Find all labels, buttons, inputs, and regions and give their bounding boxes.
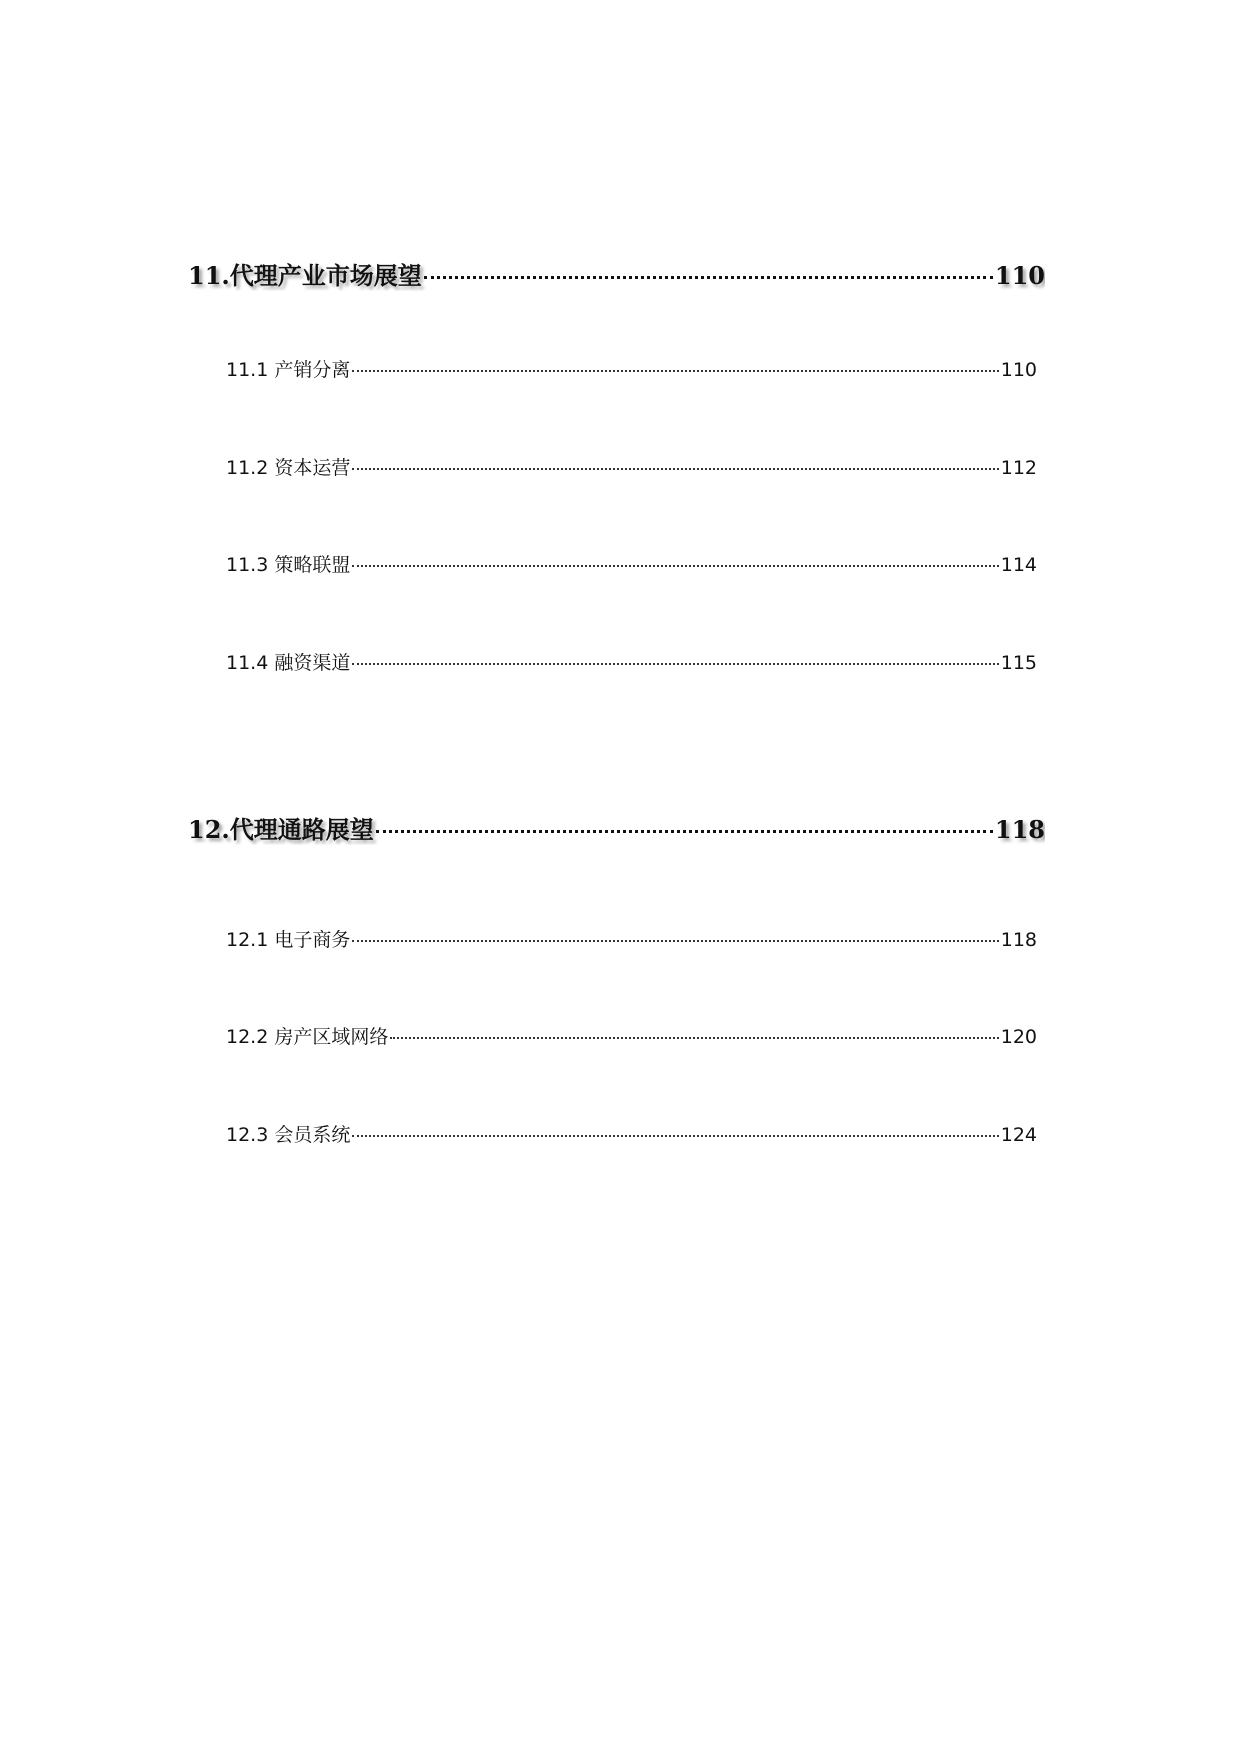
toc-section-11-3[interactable] [226, 550, 1037, 577]
dot-leader [352, 550, 998, 571]
toc-section-label: 12.1 电子商务 [226, 929, 351, 951]
toc-section-11-2[interactable] [226, 453, 1037, 480]
toc-section-12-1[interactable] [226, 925, 1037, 952]
toc-section-11-4[interactable] [226, 648, 1037, 675]
toc-section-label: 12.2 房产区域网络 [226, 1026, 389, 1048]
dot-leader [390, 1022, 998, 1043]
dot-leader [424, 258, 993, 284]
toc-page-number: 112 [1000, 457, 1037, 479]
toc-section-label: 11.1 产销分离 [226, 359, 351, 381]
toc-page-number: 110 [994, 261, 1045, 290]
toc-section-label: 11.3 策略联盟 [226, 554, 351, 576]
dot-leader [352, 355, 998, 376]
toc-section-label: 11.4 融资渠道 [226, 652, 351, 674]
toc-chapter-label: 12.代理通路展望 [188, 815, 374, 844]
dot-leader [376, 812, 993, 838]
toc-page-number: 114 [1000, 554, 1037, 576]
toc-chapter-label: 11.代理产业市场展望 [188, 261, 422, 290]
toc-page-number: 118 [1000, 929, 1037, 951]
toc-section-label: 12.3 会员系统 [226, 1124, 351, 1146]
dot-leader [352, 925, 998, 946]
dot-leader [352, 453, 998, 474]
toc-section-11-1[interactable] [226, 355, 1037, 382]
toc-section-12-3[interactable] [226, 1120, 1037, 1147]
toc-page-number: 124 [1000, 1124, 1037, 1146]
toc-page-number: 110 [1000, 359, 1037, 381]
toc-section-label: 11.2 资本运营 [226, 457, 351, 479]
dot-leader [352, 648, 998, 669]
toc-chapter-11[interactable] [188, 256, 1045, 291]
toc-page-number: 120 [1000, 1026, 1037, 1048]
dot-leader [352, 1120, 998, 1141]
toc-page-number: 115 [1000, 652, 1037, 674]
toc-chapter-12[interactable] [188, 810, 1045, 845]
toc-page-number: 118 [994, 815, 1045, 844]
toc-section-12-2[interactable] [226, 1022, 1037, 1049]
